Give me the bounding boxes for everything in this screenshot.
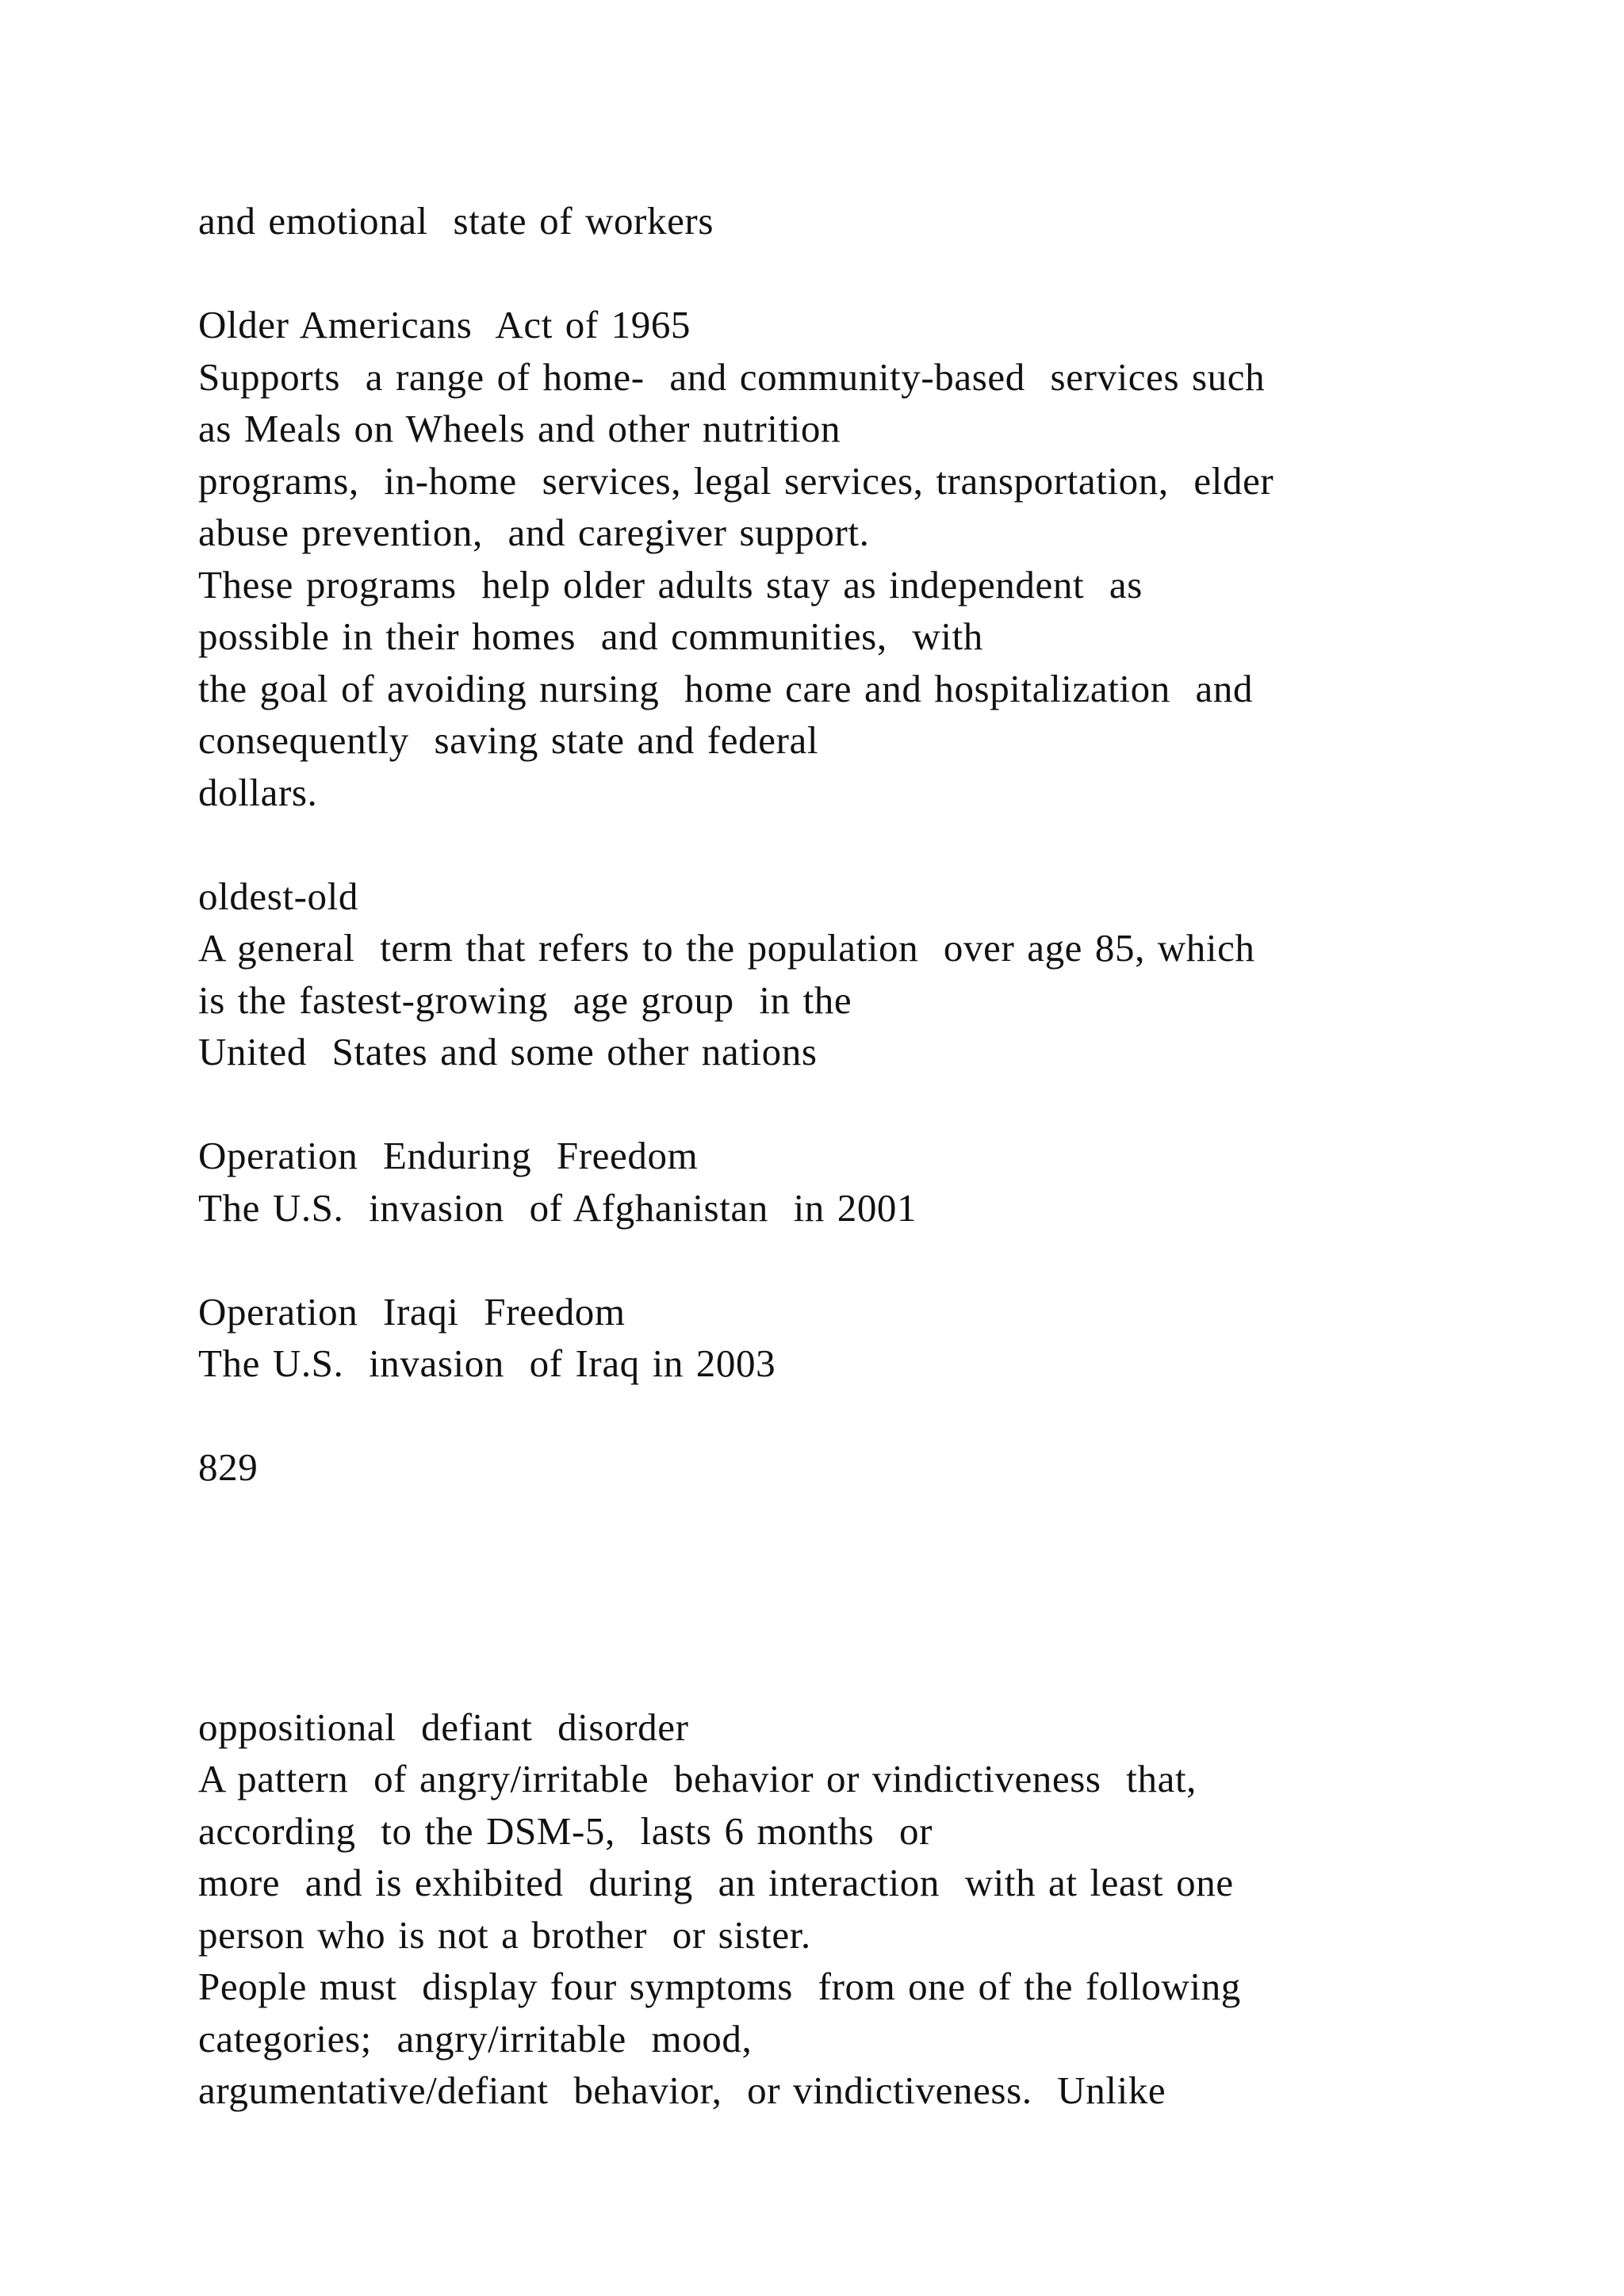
definition-line: These programs help older adults stay as independent as: [198, 562, 1143, 607]
glossary-term: oldest-old: [198, 874, 358, 918]
definition-line: argumentative/defiant behavior, or vindictiveness. Unlike: [198, 2068, 1166, 2112]
definition-line: consequently saving state and federal: [198, 718, 819, 762]
glossary-term: Operation Iraqi Freedom: [198, 1289, 626, 1334]
glossary-term: oppositional defiant disorder: [198, 1705, 689, 1749]
definition-line: as Meals on Wheels and other nutrition: [198, 407, 841, 450]
definition-line: A general term that refers to the population over age 85, which: [198, 926, 1255, 970]
definition-line: The U.S. invasion of Iraq in 2003: [198, 1341, 776, 1385]
definition-line: possible in their homes and communities, with: [198, 614, 983, 658]
definition-line: programs, in-home services, legal services, transportation, elder: [198, 458, 1274, 503]
definition-line: categories; angry/irritable mood,: [198, 2016, 753, 2061]
definition-line: People must display four symptoms from one of the following: [198, 1965, 1241, 2008]
glossary-term: Operation Enduring Freedom: [198, 1134, 699, 1177]
definition-line: person who is not a brother or sister.: [198, 1912, 811, 1957]
definition-line: is the fastest-growing age group in the: [198, 978, 852, 1022]
definition-line: A pattern of angry/irritable behavior or vindictiveness that,: [198, 1757, 1197, 1800]
continued-definition-line: and emotional state of workers: [198, 199, 714, 243]
definition-line: United States and some other nations: [198, 1030, 818, 1073]
page-break-gap: [198, 1494, 1530, 1701]
paragraph-gap: [198, 1078, 1530, 1131]
definition-line: according to the DSM-5, lasts 6 months or: [198, 1808, 933, 1853]
definition-line: abuse prevention, and caregiver support.: [198, 511, 870, 554]
glossary-text: [198, 195, 1530, 2117]
glossary-term: Older Americans Act of 1965: [198, 303, 691, 346]
paragraph-gap: [198, 1234, 1530, 1286]
definition-line: more and is exhibited during an interaction with at least one: [198, 1861, 1234, 1904]
page-number: 829: [198, 1445, 259, 1489]
definition-line: The U.S. invasion of Afghanistan in 2001: [198, 1185, 917, 1230]
definition-line: dollars.: [198, 770, 318, 814]
paragraph-gap: [198, 818, 1530, 871]
paragraph-gap: [198, 247, 1530, 300]
definition-line: Supports a range of home- and community-based services such: [198, 354, 1266, 399]
definition-line: the goal of avoiding nursing home care and hospitalization and: [198, 666, 1254, 710]
paragraph-gap: [198, 1390, 1530, 1442]
